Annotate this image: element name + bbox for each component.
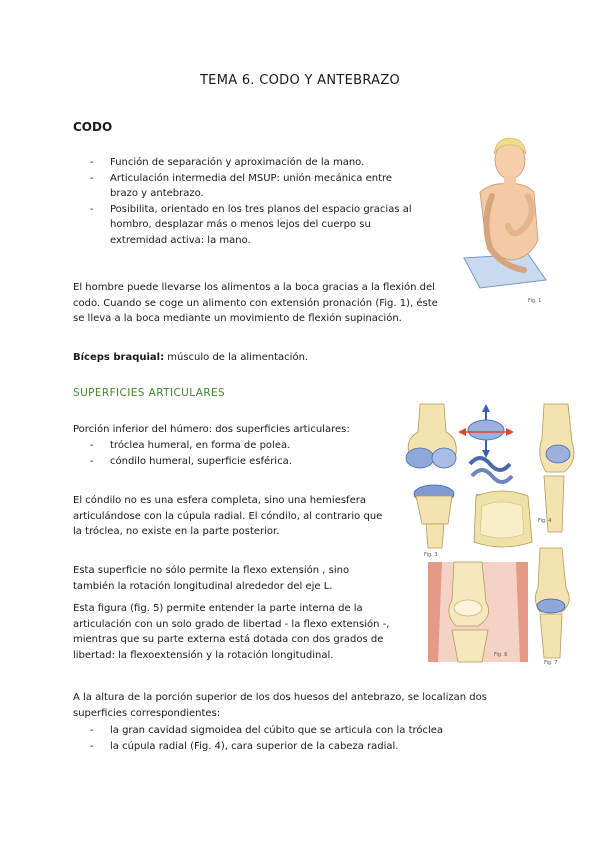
- list-item: - cóndilo humeral, superficie esférica.: [90, 454, 390, 470]
- humerus-surfaces-list: [90, 438, 390, 469]
- figure-4-caption: Fig. 4: [538, 518, 552, 524]
- forearm-surfaces-list: [90, 723, 510, 754]
- figure-1-illustration: [462, 130, 554, 310]
- list-item: - Posibilita, orientado en los tres planos del espacio gracias al hombro, desplazar más o menos lejos del cuerpo su extremidad activa: la mano.: [90, 202, 420, 249]
- figure-elbow-composite: [398, 402, 578, 666]
- list-item: - Función de separación y aproximación de la mano.: [90, 155, 420, 171]
- biceps-description: músculo de la alimentación.: [164, 352, 309, 363]
- rotation-paragraph: Esta superficie no sólo permite la flexo extensión , sino también la rotación longitudinal alrededor del eje L.: [73, 565, 350, 592]
- section-heading-codo: CODO: [73, 120, 113, 134]
- page-title: TEMA 6. CODO Y ANTEBRAZO: [199, 73, 401, 88]
- figure-6-caption: Fig. 6: [494, 652, 508, 658]
- humerus-intro: Porción inferior del húmero: dos superficies articulares:: [73, 424, 350, 435]
- figure-3-caption: Fig. 3: [424, 552, 438, 558]
- figure-7-caption: Fig. 7: [544, 660, 558, 666]
- list-item: - la cúpula radial (Fig. 4), cara superior de la cabeza radial.: [90, 739, 510, 755]
- forearm-paragraph: A la altura de la porción superior de los dos huesos del antebrazo, se localizan dos superficies correspondientes:: [73, 692, 487, 719]
- feeding-paragraph: El hombre puede llevarse los alimentos a la boca gracias a la flexión del codo. Cuando se coge un alimento con extensión pronación (Fig. 1), éste se lleva a la boca mediante un movimiento de flexión supinación.: [73, 282, 438, 324]
- figure-muscle-section: [428, 562, 528, 662]
- biceps-paragraph: [73, 350, 445, 366]
- fig5-paragraph: Esta figura (fig. 5) permite entender la parte interna de la articulación con un solo grado de libertad - la flexo extensión -, mientras que su parte externa está dotada con dos grados de libertad: la flexoextensión y la rotación longitudinal.: [73, 603, 390, 661]
- list-item: - la gran cavidad sigmoidea del cúbito que se articula con la tróclea: [90, 723, 510, 739]
- figure-1-caption: Fig. 1: [528, 298, 542, 304]
- list-item: - Articulación intermedia del MSUP: unión mecánica entre brazo y antebrazo.: [90, 171, 420, 202]
- codo-bullet-list: [90, 155, 420, 248]
- condyle-paragraph: El cóndilo no es una esfera completa, sino una hemiesfera articulándose con la cúpula radial. El cóndilo, al contrario que la tróclea, no existe en la parte posterior.: [73, 495, 383, 537]
- list-item: - tróclea humeral, en forma de polea.: [90, 438, 390, 454]
- section-heading-superficies: SUPERFICIES ARTICULARES: [73, 387, 226, 399]
- biceps-term: Bíceps braquial:: [73, 352, 165, 363]
